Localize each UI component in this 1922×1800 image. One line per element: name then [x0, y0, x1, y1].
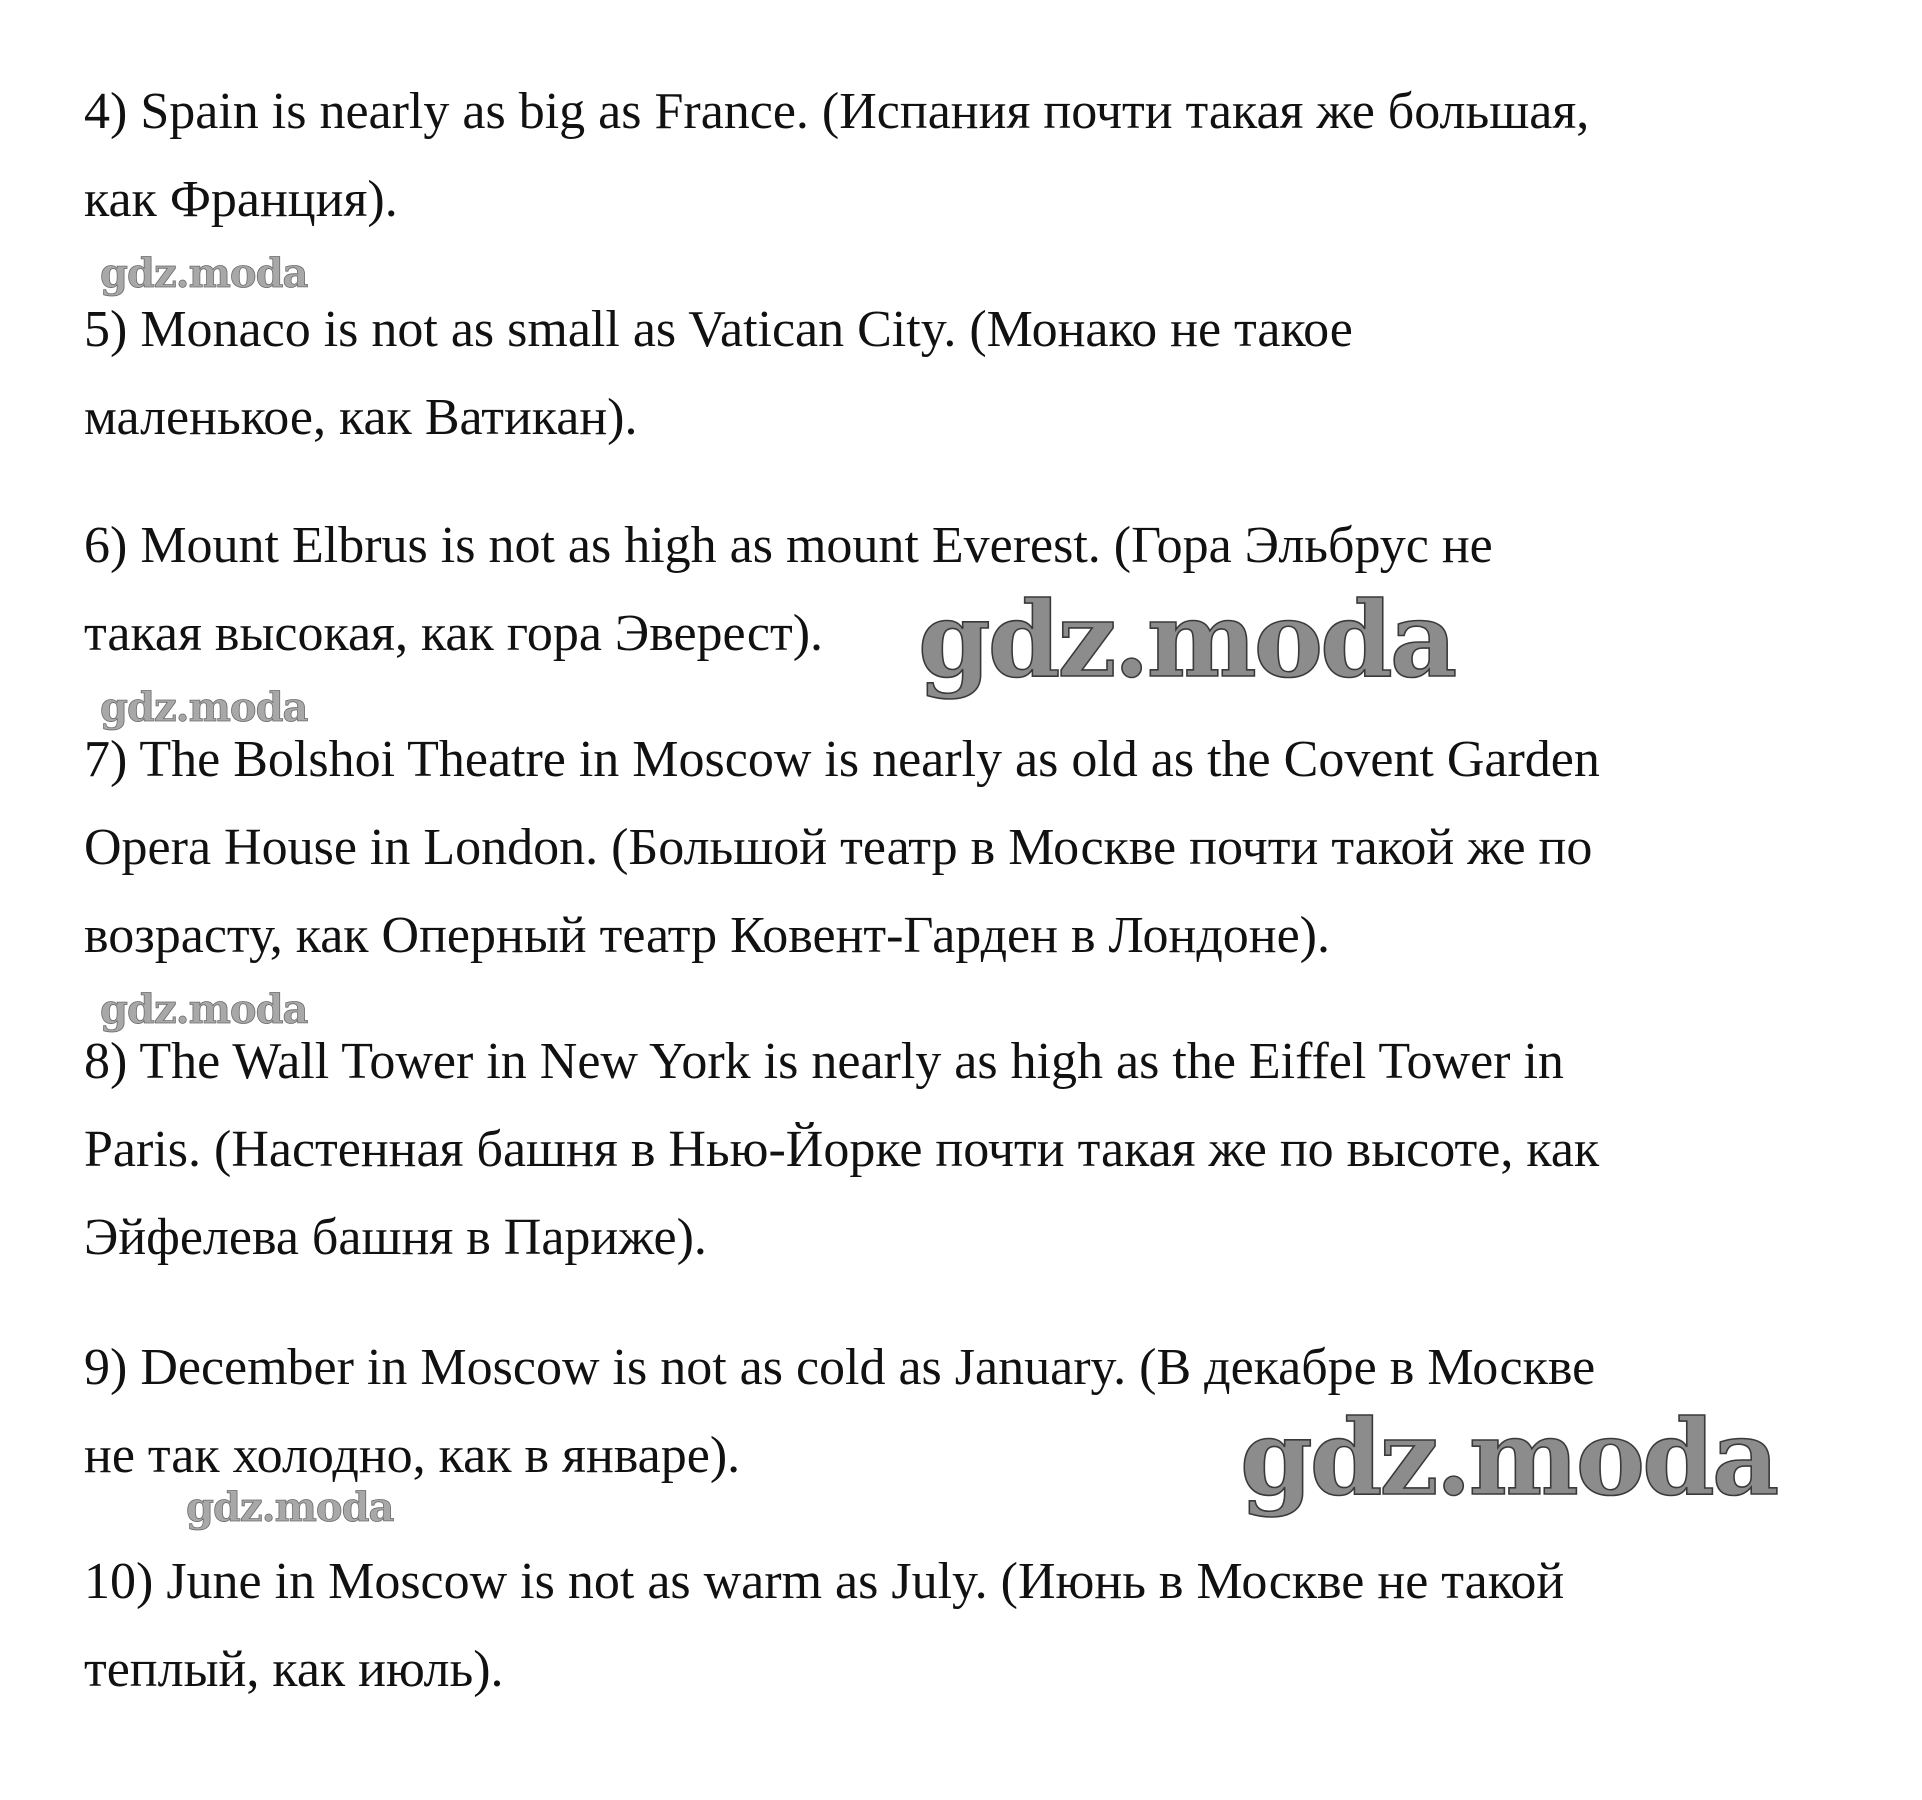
- sentence-line: возрасту, как Оперный театр Ковент-Гарден в Лондоне).: [84, 907, 1330, 964]
- sentence-10: [84, 1538, 1564, 1714]
- sentence-line: 7) The Bolshoi Theatre in Moscow is nearly as old as the Covent Garden: [84, 731, 1600, 788]
- watermark: gdz.moda: [100, 986, 308, 1033]
- sentence-4: [84, 68, 1589, 244]
- sentence-line: 8) The Wall Tower in New York is nearly as high as the Eiffel Tower in: [84, 1033, 1564, 1090]
- sentence-line: как Франция).: [84, 171, 398, 228]
- watermark: gdz.moda: [1240, 1396, 1777, 1519]
- sentence-line: Эйфелева башня в Париже).: [84, 1209, 707, 1266]
- sentence-line: такая высокая, как гора Эверест).: [84, 605, 824, 662]
- watermark: gdz.moda: [100, 250, 308, 297]
- sentence-7: [84, 716, 1600, 980]
- sentence-line: 6) Mount Elbrus is not as high as mount Everest. (Гора Эльбрус не: [84, 517, 1493, 574]
- sentence-line: теплый, как июль).: [84, 1641, 504, 1698]
- watermark: gdz.moda: [918, 578, 1455, 701]
- watermark: gdz.moda: [100, 684, 308, 731]
- sentence-line: Opera House in London. (Большой театр в Москве почти такой же по: [84, 819, 1593, 876]
- sentence-line: маленькое, как Ватикан).: [84, 389, 638, 446]
- sentence-line: 10) June in Moscow is not as warm as July. (Июнь в Москве не такой: [84, 1553, 1565, 1610]
- watermark: gdz.moda: [186, 1484, 394, 1531]
- sentence-line: 9) December in Moscow is not as cold as January. (В декабре в Москве: [84, 1339, 1596, 1396]
- sentence-line: 4) Spain is nearly as big as France. (Испания почти такая же большая,: [84, 83, 1590, 140]
- sentence-5: [84, 286, 1353, 462]
- sentence-line: Paris. (Настенная башня в Нью-Йорке почти такая же по высоте, как: [84, 1121, 1600, 1178]
- sentence-line: не так холодно, как в январе).: [84, 1427, 741, 1484]
- sentence-line: 5) Monaco is not as small as Vatican City. (Монако не такое: [84, 301, 1353, 358]
- sentence-8: [84, 1018, 1599, 1282]
